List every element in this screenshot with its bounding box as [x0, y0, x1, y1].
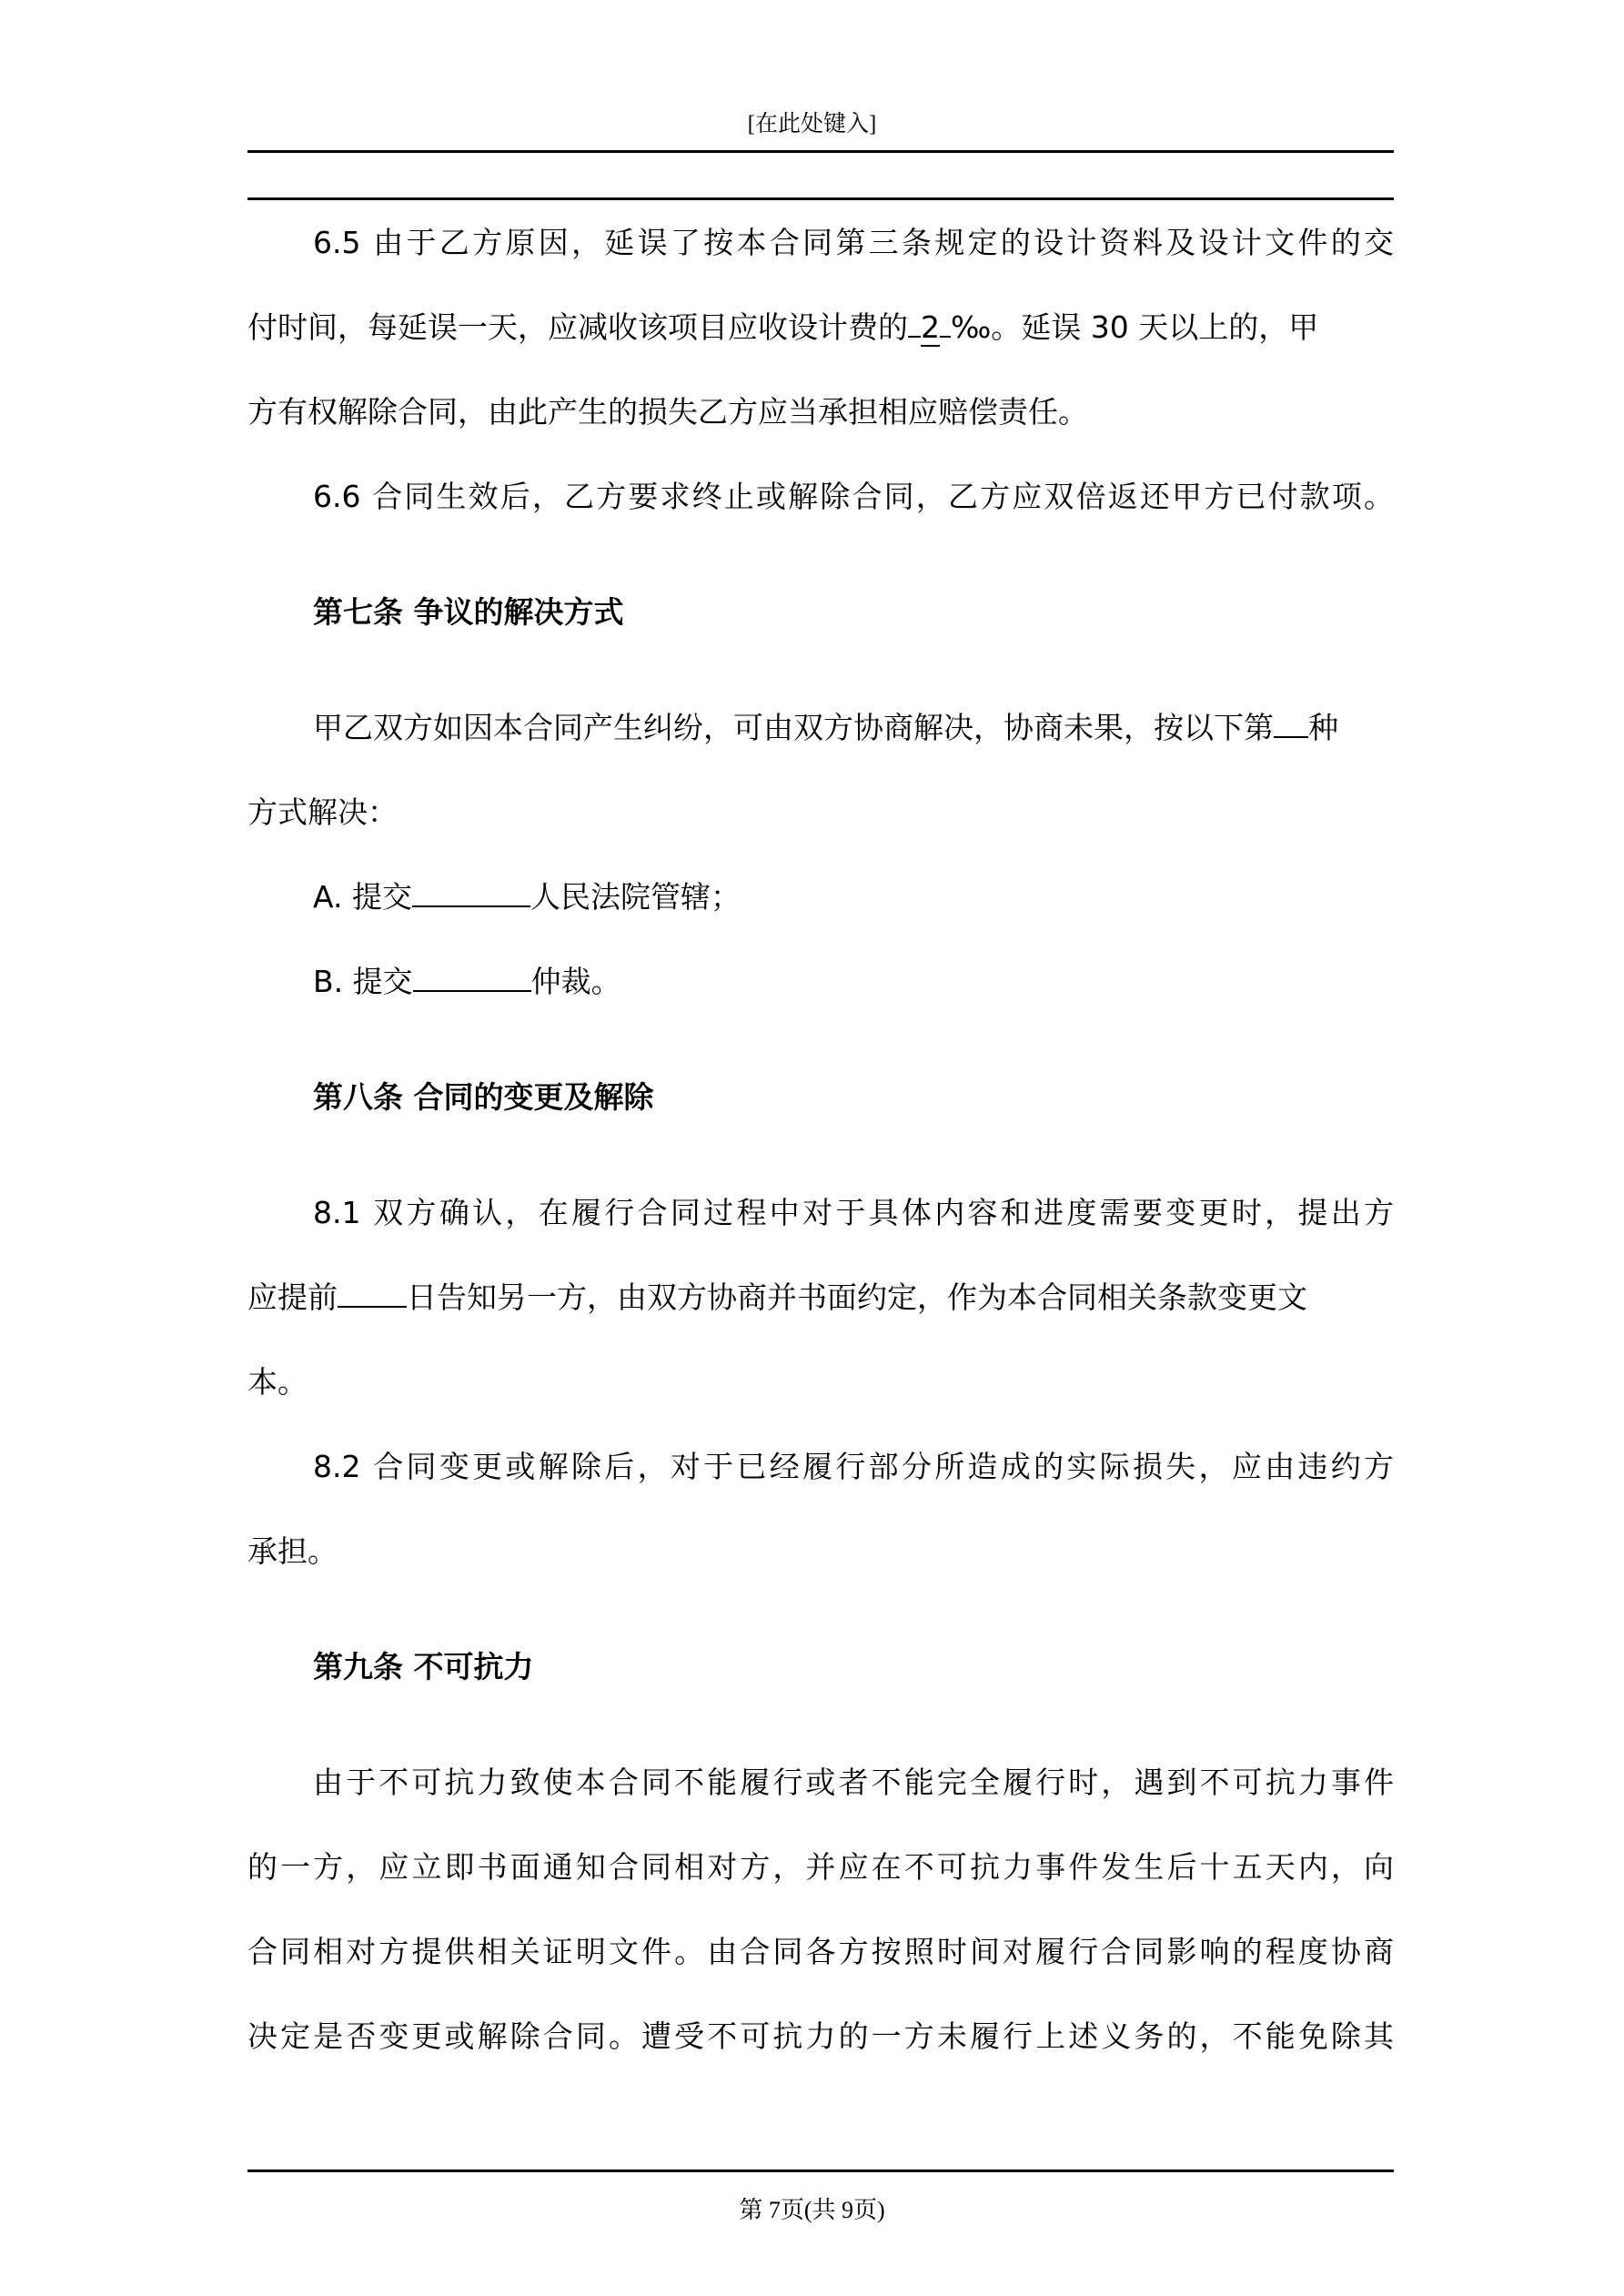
article-9-line-4: 决定是否变更或解除合同。遭受不可抗力的一方未履行上述义务的，不能免除其 — [247, 2018, 1394, 2054]
article-9-line-3: 合同相对方提供相关证明文件。由合同各方按照时间对履行合同影响的程度协商 — [247, 1934, 1394, 1969]
clause-6-5-line-3: 方有权解除合同，由此产生的损失乙方应当承担相应赔偿责任。 — [247, 394, 1088, 430]
clause-8-1-line-2 — [247, 1278, 1394, 1318]
clause-6-5-text: 付时间，每延误一天，应减收该项目应收设计费的 — [247, 309, 908, 345]
clause-6-5-line-2 — [247, 308, 1394, 348]
clause-6-6: 6.6 合同生效后，乙方要求终止或解除合同，乙方应双倍返还甲方已付款项。 — [313, 479, 1394, 514]
article-7-text: 甲乙双方如因本合同产生纠纷，可由双方协商解决，协商未果，按以下第 — [313, 710, 1274, 745]
clause-8-1-text: 应提前 — [247, 1279, 338, 1315]
blank-underline — [908, 308, 921, 338]
article-8-title: 第八条 合同的变更及解除 — [313, 1079, 654, 1115]
option-a-suffix: 人民法院管辖； — [530, 879, 741, 915]
option-b-suffix: 仲裁。 — [530, 964, 621, 999]
article-7-line-2: 方式解决： — [247, 794, 398, 830]
article-7-text-end: 种 — [1308, 710, 1338, 745]
page-footer: 第 7页(共 9页) — [739, 2197, 885, 2223]
article-9-line-2: 的一方，应立即书面通知合同相对方，并应在不可抗力事件发生后十五天内，向 — [247, 1849, 1394, 1885]
clause-8-2-line-1: 8.2 合同变更或解除后，对于已经履行部分所造成的实际损失，应由违约方 — [313, 1449, 1394, 1484]
header-rule-bottom — [247, 197, 1394, 200]
option-a-prefix: A. 提交 — [313, 879, 412, 915]
page-header: [在此处键入] — [747, 112, 877, 137]
header-rule-top — [247, 150, 1394, 153]
footer-rule — [247, 2170, 1394, 2172]
option-a — [247, 877, 1394, 917]
clause-6-5-line-1: 6.5 由于乙方原因，延误了按本合同第三条规定的设计资料及设计文件的交 — [313, 225, 1394, 260]
option-b-prefix: B. 提交 — [313, 964, 413, 999]
blank-underline — [940, 308, 951, 338]
article-9-line-1: 由于不可抗力致使本合同不能履行或者不能完全履行时，遇到不可抗力事件 — [313, 1765, 1394, 1800]
notice-days-blank — [338, 1279, 407, 1308]
court-blank — [412, 878, 530, 907]
late-fee-rate: 2 — [921, 309, 940, 345]
option-b — [247, 962, 1394, 1002]
clause-8-1-line-3: 本。 — [247, 1364, 308, 1400]
article-7-line-1 — [247, 708, 1394, 748]
clause-8-2-line-2: 承担。 — [247, 1533, 338, 1569]
article-9-title: 第九条 不可抗力 — [313, 1649, 534, 1684]
method-blank — [1274, 709, 1308, 738]
article-7-title: 第七条 争议的解决方式 — [313, 594, 624, 630]
clause-8-1-line-1: 8.1 双方确认，在履行合同过程中对于具体内容和进度需要变更时，提出方 — [313, 1195, 1394, 1230]
clause-8-1-text-end: 日告知另一方，由双方协商并书面约定，作为本合同相关条款变更文 — [407, 1279, 1307, 1315]
clause-6-5-text-end: ‰。延误 30 天以上的，甲 — [951, 309, 1319, 345]
arbitration-blank — [413, 963, 531, 992]
